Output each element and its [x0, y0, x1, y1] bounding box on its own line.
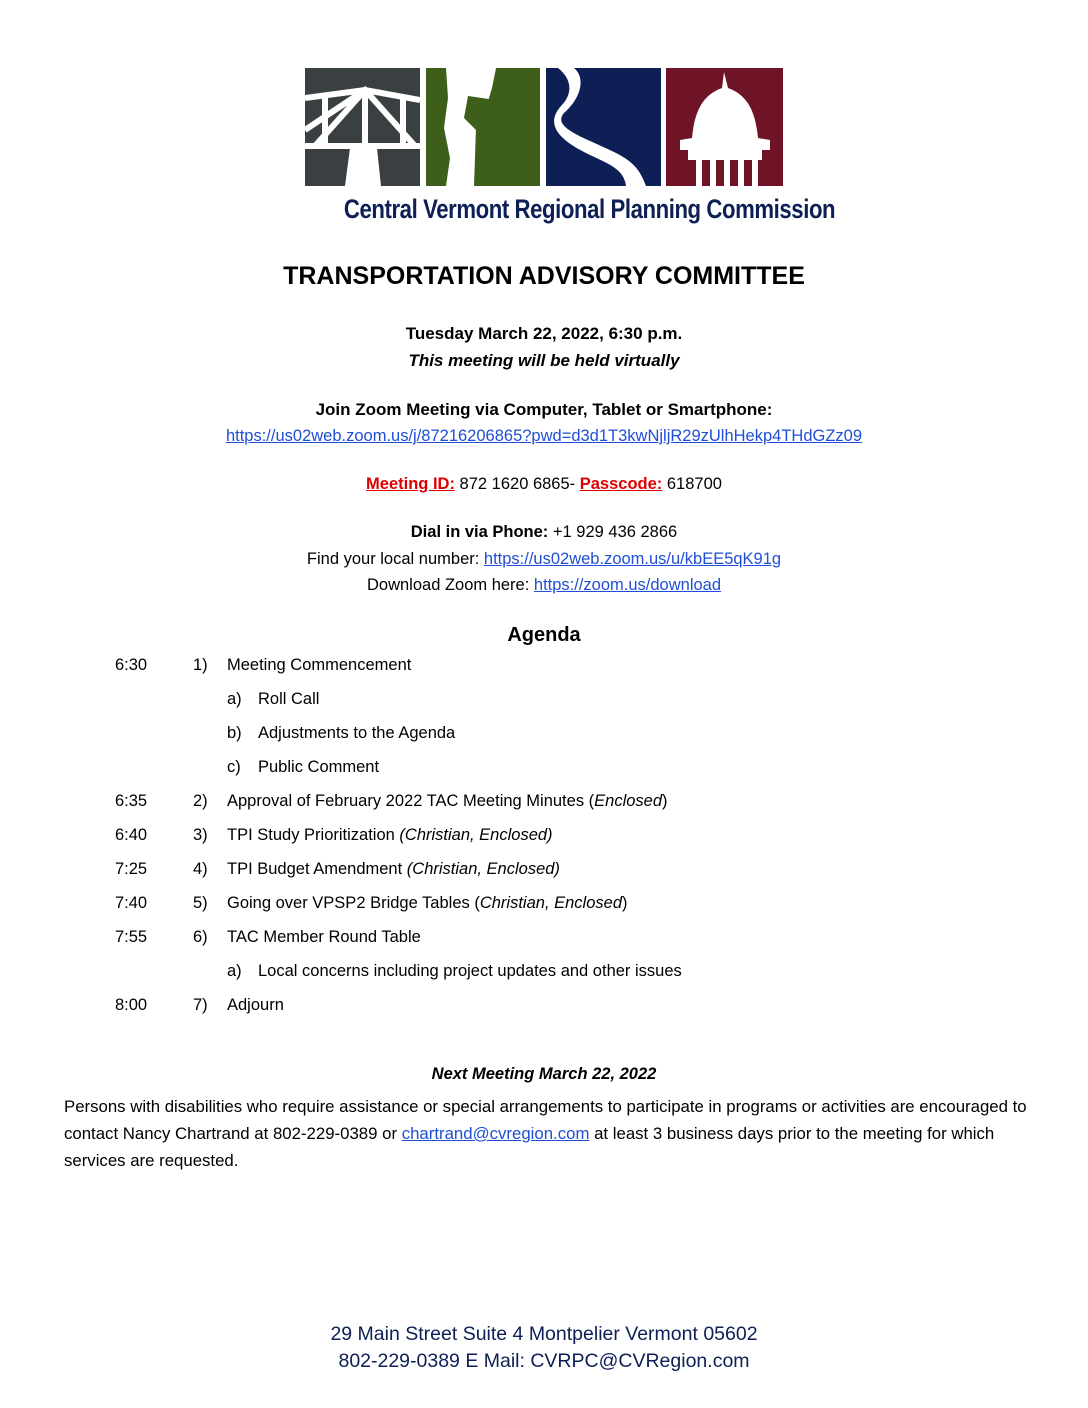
footer-address: 29 Main Street Suite 4 Montpelier Vermont 05602	[330, 1323, 758, 1345]
virtual-note: This meeting will be held virtually	[408, 351, 680, 370]
agenda-time: 8:00	[115, 996, 148, 1014]
notice-text: Persons with disabilities who require assistance or special arrangements to participate in programs or activities are encouraged to contact Nancy Chartrand at 802-229-0389 or	[64, 1097, 1027, 1143]
agenda-subitem-text: Local concerns including project updates and other issues	[258, 962, 682, 980]
bridge-logo-panel	[305, 68, 420, 186]
agenda-time: 7:25	[115, 860, 148, 878]
passcode: 618700	[662, 475, 722, 493]
agenda-subitem-letter: a)	[227, 962, 242, 980]
agenda-item-note: Christian, Enclosed	[479, 894, 622, 912]
agenda-item-text	[227, 656, 411, 680]
agenda-time: 7:55	[115, 928, 148, 946]
passcode-label: Passcode:	[579, 475, 663, 493]
agenda-subitem-text: Public Comment	[258, 758, 380, 776]
agenda-subitem-letter: b)	[227, 724, 242, 742]
agenda-item-title: TPI Budget Amendment	[227, 860, 407, 878]
agenda-item-text	[227, 860, 560, 884]
meeting-id-label: Meeting ID:	[366, 475, 455, 493]
dial-number: +1 929 436 2866	[548, 523, 678, 541]
agenda-subitem-text: Adjustments to the Agenda	[258, 724, 456, 742]
local-number-link[interactable]: https://us02web.zoom.us/u/kbEE5qK91g	[483, 550, 782, 568]
agenda-item-number: 2)	[193, 792, 208, 810]
agenda-item-text	[227, 928, 421, 952]
meeting-id: 872 1620 6865-	[454, 475, 580, 493]
cvrpc-logo	[305, 68, 783, 186]
capitol-dome-logo-panel	[666, 68, 783, 186]
agenda-item-text	[227, 996, 284, 1020]
agenda-item-number: 3)	[193, 826, 208, 844]
agenda-item-paren: )	[622, 894, 628, 912]
zoom-join-link[interactable]: https://us02web.zoom.us/j/87216206865?pwd=d3d1T3kwNjljR29zUlhHekp4THdGZz09	[225, 427, 863, 445]
agenda-subitem-text: Roll Call	[258, 690, 320, 708]
agenda-item-number: 4)	[193, 860, 208, 878]
email-link[interactable]: chartrand@cvregion.com	[401, 1124, 590, 1143]
agenda-item-note: (Christian, Enclosed)	[399, 826, 553, 844]
agenda-item-note: Enclosed	[594, 792, 663, 810]
footer-contact: 802-229-0389 E Mail: CVRPC@CVRegion.com	[338, 1350, 750, 1372]
agenda-subitem-letter: c)	[227, 758, 241, 776]
agenda-heading: Agenda	[507, 624, 581, 646]
agenda-item-number: 6)	[193, 928, 208, 946]
agenda-item-number: 1)	[193, 656, 208, 674]
agenda-subitem-letter: a)	[227, 690, 242, 708]
agenda-item-text	[227, 792, 668, 816]
agenda-time: 6:35	[115, 792, 148, 810]
notice-text-end: at least 3 business days prior to the meeting for which services are requested.	[64, 1124, 995, 1170]
download-label: Download Zoom here:	[366, 576, 534, 594]
join-zoom-label: Join Zoom Meeting via Computer, Tablet or Smartphone:	[315, 400, 773, 419]
page-title: TRANSPORTATION ADVISORY COMMITTEE	[283, 262, 805, 290]
agenda-item-title: Adjourn	[227, 996, 284, 1014]
agenda-item-number: 5)	[193, 894, 208, 912]
vermont-map-logo-panel	[426, 68, 540, 186]
dial-label: Dial in via Phone:	[410, 523, 549, 541]
agenda-item-title: TAC Member Round Table	[227, 928, 421, 946]
agenda-item-text	[227, 894, 628, 918]
meeting-date: Tuesday March 22, 2022, 6:30 p.m.	[405, 324, 683, 343]
agenda-item-title: Going over VPSP2 Bridge Tables (	[227, 894, 480, 912]
river-logo-panel	[546, 68, 661, 186]
agenda-item-text	[227, 826, 553, 850]
agenda-time: 6:40	[115, 826, 148, 844]
agenda-item-title: Approval of February 2022 TAC Meeting Minutes (	[227, 792, 595, 810]
download-zoom-link[interactable]: https://zoom.us/download	[533, 576, 722, 594]
agenda-item-title: TPI Study Prioritization	[227, 826, 400, 844]
logo-text: Central Vermont Regional Planning Commission	[343, 194, 836, 224]
next-meeting: Next Meeting March 22, 2022	[431, 1065, 657, 1083]
agenda-item-note: (Christian, Enclosed)	[406, 860, 560, 878]
agenda-item-number: 7)	[193, 996, 208, 1014]
local-number-label: Find your local number:	[306, 550, 484, 568]
agenda-item-title: Meeting Commencement	[227, 656, 412, 674]
accessibility-notice	[64, 1093, 1034, 1174]
agenda-time: 6:30	[115, 656, 148, 674]
agenda-time: 7:40	[115, 894, 148, 912]
agenda-item-paren: )	[662, 792, 668, 810]
